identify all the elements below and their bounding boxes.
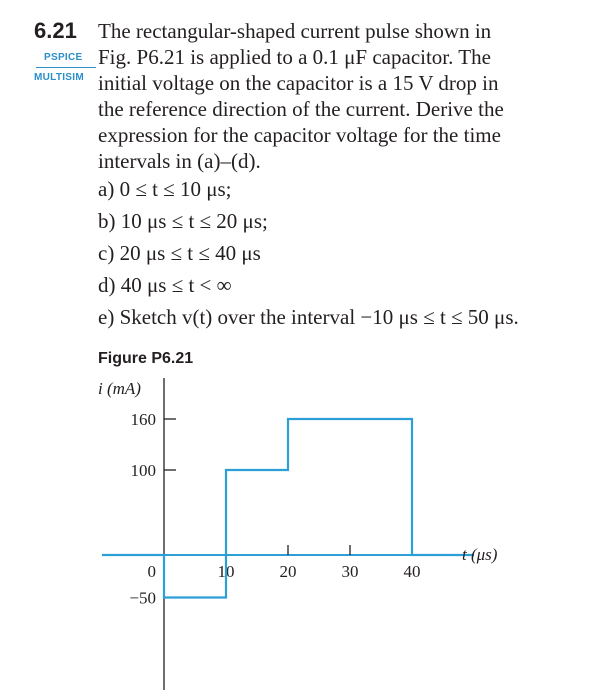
y-tick-label: 100 (130, 461, 156, 480)
statement-line: initial voltage on the capacitor is a 15 V drop in (98, 71, 499, 95)
x-tick-label: 20 (279, 562, 297, 581)
statement-line: intervals in (a)–(d). (98, 149, 261, 173)
y-tick-label: −50 (129, 588, 156, 608)
statement-line: Fig. P6.21 is applied to a 0.1 μF capacitor. The (98, 45, 491, 69)
part-c: c) 20 μs ≤ t ≤ 40 μs (98, 241, 261, 265)
figure-title: Figure P6.21 (98, 350, 194, 367)
y-tick-label: 160 (130, 410, 156, 429)
problem-number: 6.21 (34, 18, 77, 43)
pspice-tag: PSPICE (44, 52, 83, 63)
part-b: b) 10 μs ≤ t ≤ 20 μs; (98, 209, 268, 233)
part-d: d) 40 μs ≤ t < ∞ (98, 273, 232, 297)
x-tick-label: 40 (403, 562, 421, 581)
y-axis-label: i (mA) (98, 379, 141, 398)
origin-label: 0 (147, 562, 156, 581)
statement-line: expression for the capacitor voltage for the time (98, 123, 501, 147)
x-tick-label: 30 (341, 562, 359, 581)
multisim-tag: MULTISIM (34, 72, 84, 83)
statement-line: the reference direction of the current. Derive the (98, 97, 504, 121)
statement-line: The rectangular-shaped current pulse shown in (98, 19, 492, 43)
x-axis-label: t (μs) (462, 545, 498, 564)
part-e: e) Sketch v(t) over the interval −10 μs ≤ t ≤ 50 μs. (98, 305, 519, 329)
x-tick-label: 10 (217, 562, 235, 581)
part-a: a) 0 ≤ t ≤ 10 μs; (98, 177, 232, 201)
